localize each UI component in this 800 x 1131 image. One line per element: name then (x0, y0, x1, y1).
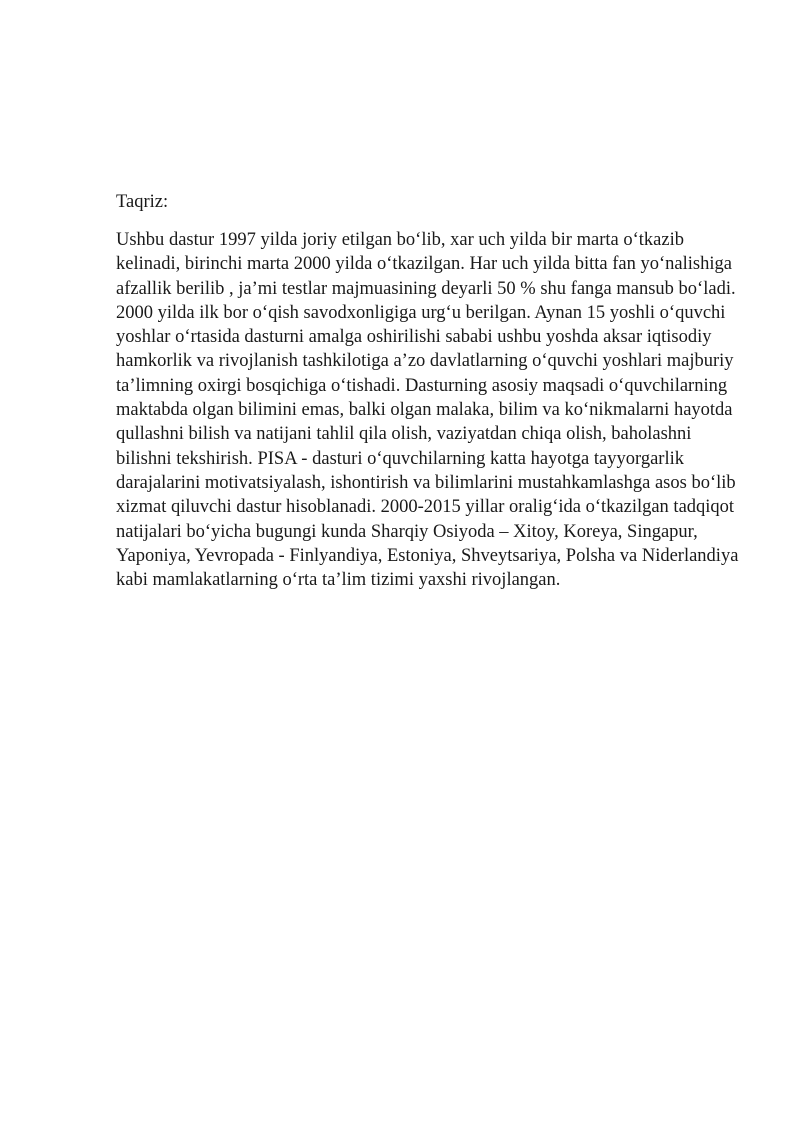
paragraph-line: Yaponiya, Yevropada - Finlyandiya, Estoniya, Shveytsariya, Polsha va Niderlandiya (116, 545, 739, 566)
paragraph-line: ta’limning oxirgi bosqichiga o‘tishadi. Dasturning asosiy maqsadi o‘quvchilarning (116, 375, 728, 396)
paragraph-line: bilishni tekshirish. PISA - dasturi o‘quvchilarning katta hayotga tayyorgarlik (116, 448, 684, 469)
paragraph-line: kabi mamlakatlarning o‘rta ta’lim tizimi yaxshi rivojlangan. (116, 570, 561, 591)
paragraph-line: xizmat qiluvchi dastur hisoblanadi. 2000-2015 yillar oralig‘ida o‘tkazilgan tadqiqot (116, 497, 735, 518)
paragraph-line: natijalari bo‘yicha bugungi kunda Sharqiy Osiyoda – Xitoy, Koreya, Singapur, (116, 521, 698, 542)
review-paragraph (116, 228, 739, 592)
paragraph-line: Ushbu dastur 1997 yilda joriy etilgan bo‘lib, xar uch yilda bir marta o‘tkazib (116, 230, 684, 250)
paragraph-line: kelinadi, birinchi marta 2000 yilda o‘tkazilgan. Har uch yilda bitta fan yo‘nalishiga (116, 254, 732, 275)
paragraph-line: 2000 yilda ilk bor o‘qish savodxonligiga urg‘u berilgan. Aynan 15 yoshli o‘quvchi (116, 302, 726, 323)
paragraph-line: qullashni bilish va natijani tahlil qila olish, vaziyatdan chiqa olish, baholashni (116, 424, 692, 445)
paragraph-line: maktabda olgan bilimini emas, balki olgan malaka, bilim va ko‘nikmalarni hayotda (116, 400, 733, 421)
paragraph-line: afzallik berilib , ja’mi testlar majmuasining deyarli 50 % shu fanga mansub bo‘ladi. (116, 278, 736, 299)
review-heading: Taqriz: (116, 192, 169, 212)
paragraph-line: darajalarini motivatsiyalash, ishontirish va bilimlarini mustahkamlashga asos bo‘lib (116, 472, 736, 493)
paragraph-line: hamkorlik va rivojlanish tashkilotiga a’zo davlatlarning o‘quvchi yoshlari majburiy (116, 351, 734, 372)
paragraph-line: yoshlar o‘rtasida dasturni amalga oshirilishi sababi ushbu yoshda aksar iqtisodiy (116, 327, 712, 348)
